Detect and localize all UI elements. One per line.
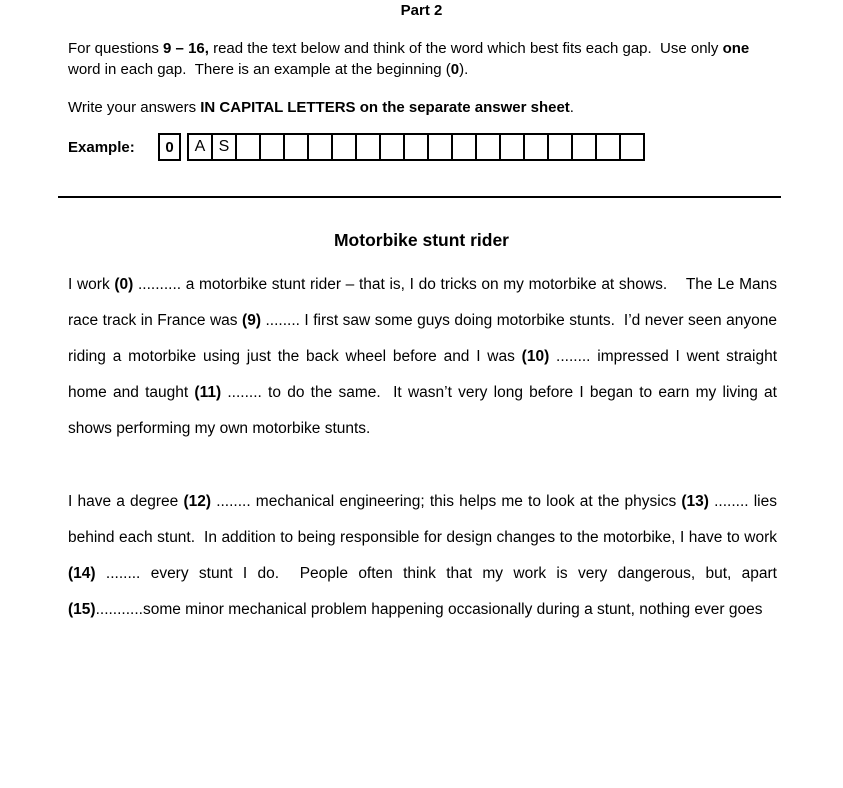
- gap-number: (0): [114, 276, 134, 293]
- answer-cell: [571, 133, 597, 161]
- answer-cell: [283, 133, 309, 161]
- answer-cell: [427, 133, 453, 161]
- article-paragraph-1: [68, 267, 777, 447]
- text-segment: ........ lies behind each stunt. In addition to being responsible for design changes to the motorbike, I have to work: [68, 493, 777, 546]
- gap-number: (13): [681, 493, 709, 510]
- example-answer-strip: [68, 133, 843, 161]
- instructions-paragraph-2: [68, 97, 777, 118]
- answer-cell: [379, 133, 405, 161]
- gap-number: 9 – 16,: [163, 40, 209, 57]
- answer-cell: [235, 133, 261, 161]
- answer-cell: [355, 133, 381, 161]
- answer-cell: [403, 133, 429, 161]
- example-number-box: 0: [158, 133, 181, 161]
- article-title: Motorbike stunt rider: [333, 230, 509, 250]
- gap-number: (9): [242, 312, 261, 329]
- answer-cell: [475, 133, 501, 161]
- answer-cell: [595, 133, 621, 161]
- part-title: Part 2: [400, 2, 443, 19]
- text-segment: ........ mechanical engineering; this helps me to look at the physics: [211, 493, 682, 510]
- answer-cell: S: [211, 133, 237, 161]
- gap-number: one: [722, 40, 750, 57]
- answer-cell: [547, 133, 573, 161]
- text-segment: .: [569, 99, 574, 116]
- gap-number: 0: [450, 61, 460, 78]
- gap-number: IN CAPITAL LETTERS on the separate answer sheet: [200, 99, 570, 116]
- gap-number: (10): [521, 348, 550, 365]
- answer-cell: [331, 133, 357, 161]
- article-paragraph-2: [68, 484, 777, 628]
- text-segment: ........ impressed I went straight home and taught: [68, 348, 778, 401]
- text-segment: ........ to do the same. It wasn’t very long before I began to earn my living at shows performing my own motorbike stunts.: [68, 384, 777, 437]
- text-segment: I work: [68, 276, 115, 293]
- gap-number: (11): [194, 384, 222, 401]
- gap-number: (15): [68, 601, 96, 618]
- example-label: Example:: [68, 138, 135, 156]
- text-segment: ........ I first saw some guys doing motorbike stunts. I’d never seen anyone riding a motorbike using just the back wheel before and I was: [68, 312, 777, 365]
- answer-cell: [307, 133, 333, 161]
- text-segment: ...........some minor mechanical problem happening occasionally during a stunt, nothing ever goes: [95, 601, 763, 618]
- gap-number: (12): [183, 493, 212, 510]
- text-segment: word in each gap. There is an example at the beginning (: [68, 61, 451, 78]
- text-segment: ).: [459, 61, 469, 78]
- instructions-paragraph-1: [68, 38, 777, 80]
- text-segment: For questions: [68, 40, 164, 57]
- text-segment: ........ every stunt I do. People often think that my work is very dangerous, but, apart: [95, 565, 777, 582]
- section-divider: [58, 196, 781, 198]
- answer-cell: [523, 133, 549, 161]
- answer-cell: [499, 133, 525, 161]
- answer-cell: A: [187, 133, 213, 161]
- text-segment: I have a degree: [68, 493, 184, 510]
- gap-number: (14): [68, 565, 96, 582]
- answer-cell: [619, 133, 645, 161]
- example-answer-cells: [187, 133, 645, 161]
- answer-cell: [259, 133, 285, 161]
- text-segment: read the text below and think of the word which best fits each gap. Use only: [208, 40, 723, 57]
- text-segment: .......... a motorbike stunt rider – that is, I do tricks on my motorbike at shows. The Le Mans race track in France was: [68, 276, 777, 329]
- text-segment: Write your answers: [68, 99, 201, 116]
- answer-cell: [451, 133, 477, 161]
